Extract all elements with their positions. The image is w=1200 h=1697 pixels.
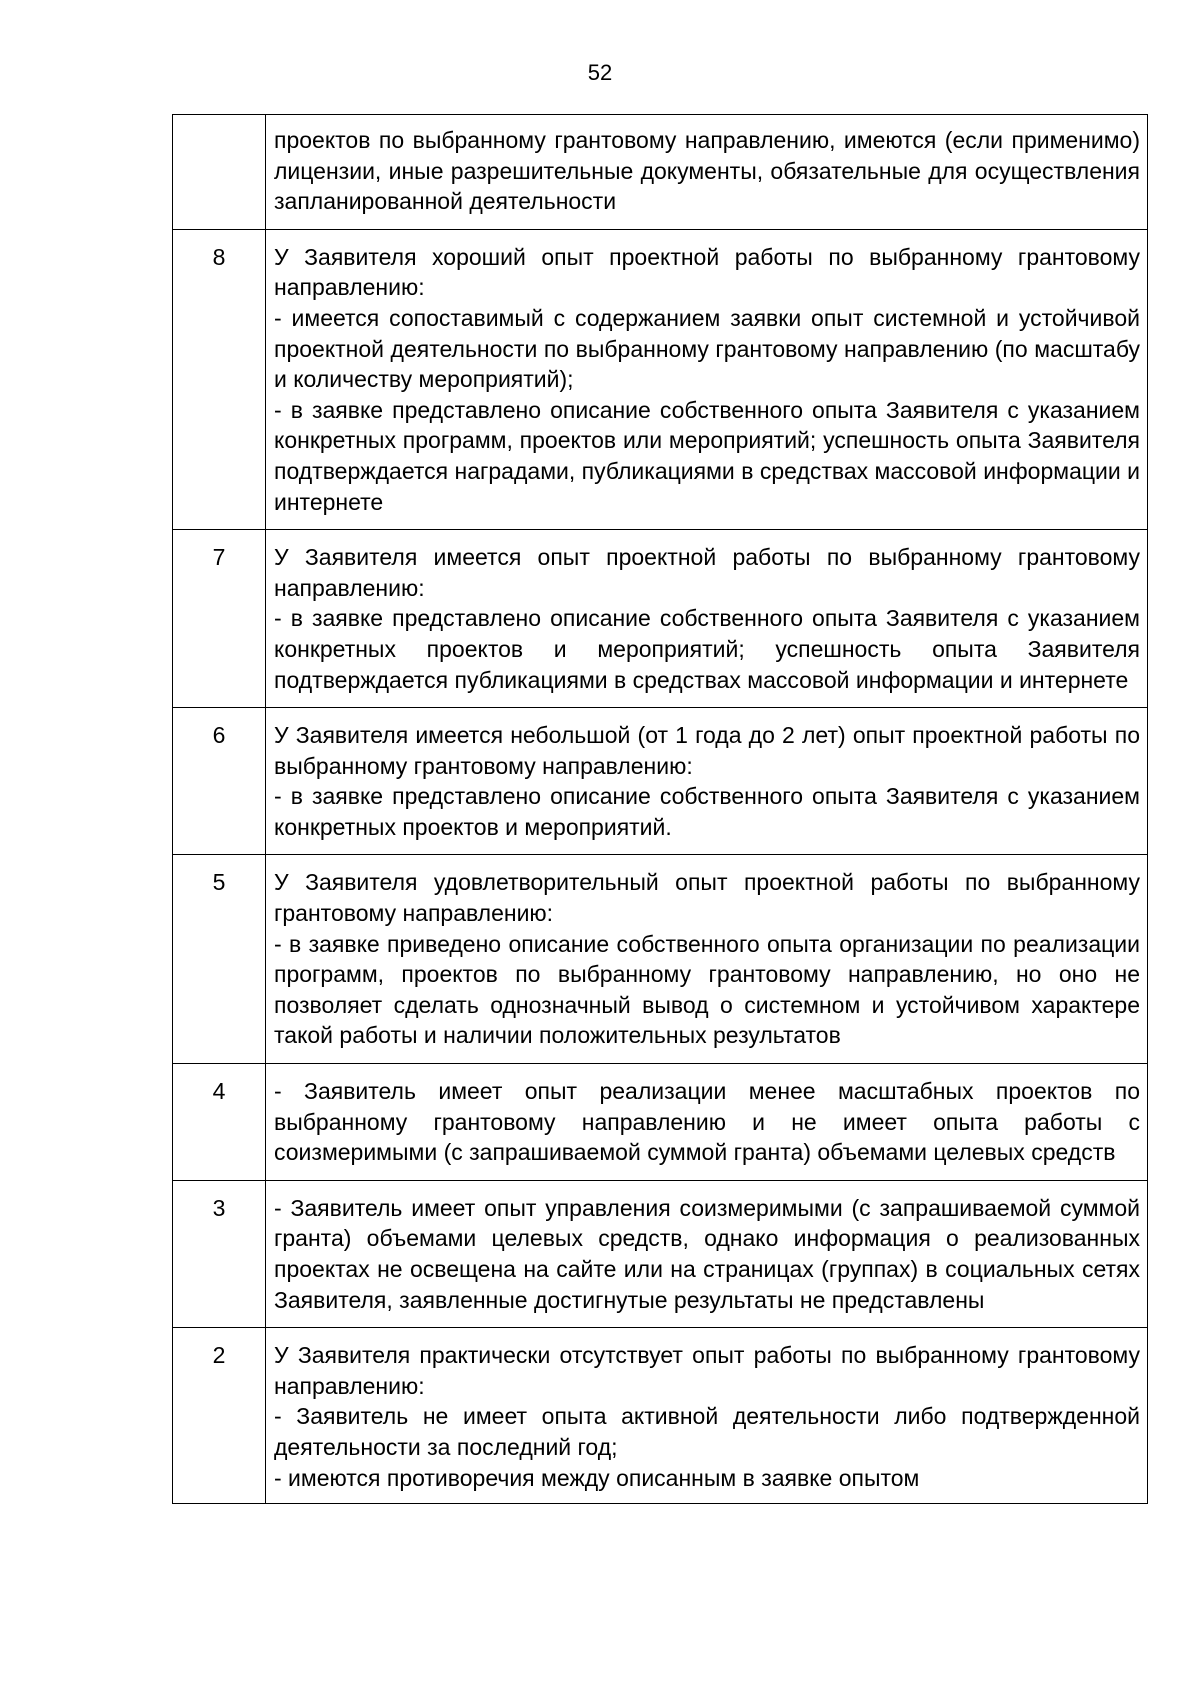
score-cell: 8 (173, 229, 266, 529)
table-row (173, 708, 1148, 855)
table-row (173, 229, 1148, 529)
table-row (173, 855, 1148, 1064)
criterion-description: проектов по выбранному грантовому направлению, имеются (если применимо) лицензии, иные разрешительные документы, обязательные для осуществления запланированной деятельности (266, 115, 1148, 230)
table-row (173, 1180, 1148, 1327)
criterion-line: У Заявителя имеется небольшой (от 1 года до 2 лет) опыт проектной работы по выбранному грантовому направлению: (274, 722, 1140, 779)
table-row (173, 530, 1148, 708)
score-cell: 3 (173, 1180, 266, 1327)
criterion-description: - Заявитель имеет опыт реализации менее масштабных проектов по выбранному грантовому направлению и не имеет опыта работы с соизмеримыми (с запрашиваемой суммой гранта) объемами целевых средств (266, 1064, 1148, 1181)
criterion-description (266, 530, 1148, 708)
criterion-line: - имеются противоречия между описанным в заявке опытом (274, 1464, 920, 1491)
score-cell: 4 (173, 1064, 266, 1181)
score-cell (173, 115, 266, 230)
criterion-line: - в заявке представлено описание собственного опыта Заявителя с указанием конкретных проектов и мероприятий. (274, 783, 1140, 840)
criterion-line: У Заявителя имеется опыт проектной работы по выбранному грантовому направлению: (274, 544, 1140, 601)
page-number: 52 (587, 60, 613, 85)
score-cell: 5 (173, 855, 266, 1064)
table-row (173, 115, 1148, 230)
criterion-description: - Заявитель имеет опыт управления соизмеримыми (с запрашиваемой суммой гранта) объемами целевых средств, однако информация о реализованных проектах не освещена на сайте или на страницах (группах) в социальных сетях Заявителя, заявленные достигнутые результаты не представлены (266, 1180, 1148, 1327)
criterion-description (266, 855, 1148, 1064)
criterion-line: - в заявке представлено описание собственного опыта Заявителя с указанием конкретных проектов и мероприятий; успешность опыта Заявителя подтверждается публикациями в средствах массовой информации и интернете (274, 605, 1140, 693)
table-row (173, 1328, 1148, 1504)
criterion-line: - Заявитель не имеет опыта активной деятельности либо подтвержденной деятельности за последний год; (274, 1403, 1140, 1460)
criteria-table (172, 114, 1148, 1504)
criterion-line: - имеется сопоставимый с содержанием заявки опыт системной и устойчивой проектной деятельности по выбранному грантовому направлению (по масштабу и количеству мероприятий); (274, 304, 1140, 393)
score-cell: 6 (173, 708, 266, 855)
criterion-line: У Заявителя хороший опыт проектной работы по выбранному грантовому направлению: (274, 243, 1140, 301)
score-cell: 2 (173, 1328, 266, 1504)
score-cell: 7 (173, 530, 266, 708)
criterion-line: - в заявке приведено описание собственного опыта организации по реализации программ, проектов по выбранному грантовому направлению, но оно не позволяет сделать однозначный вывод о системном и устойчивом характере такой работы и наличии положительных результатов (274, 930, 1140, 1049)
criterion-description (266, 708, 1148, 855)
criterion-line: - в заявке представлено описание собственного опыта Заявителя с указанием конкретных программ, проектов или мероприятий; успешность опыта Заявителя подтверждается наградами, публикациями в средствах массовой информации и интернете (274, 396, 1140, 515)
criterion-line: У Заявителя практически отсутствует опыт работы по выбранному грантовому направлению: (274, 1342, 1140, 1399)
criterion-description (266, 1328, 1148, 1504)
criterion-line: У Заявителя удовлетворительный опыт проектной работы по выбранному грантовому направлению: (274, 869, 1140, 927)
table-row (173, 1064, 1148, 1181)
criterion-description (266, 229, 1148, 529)
